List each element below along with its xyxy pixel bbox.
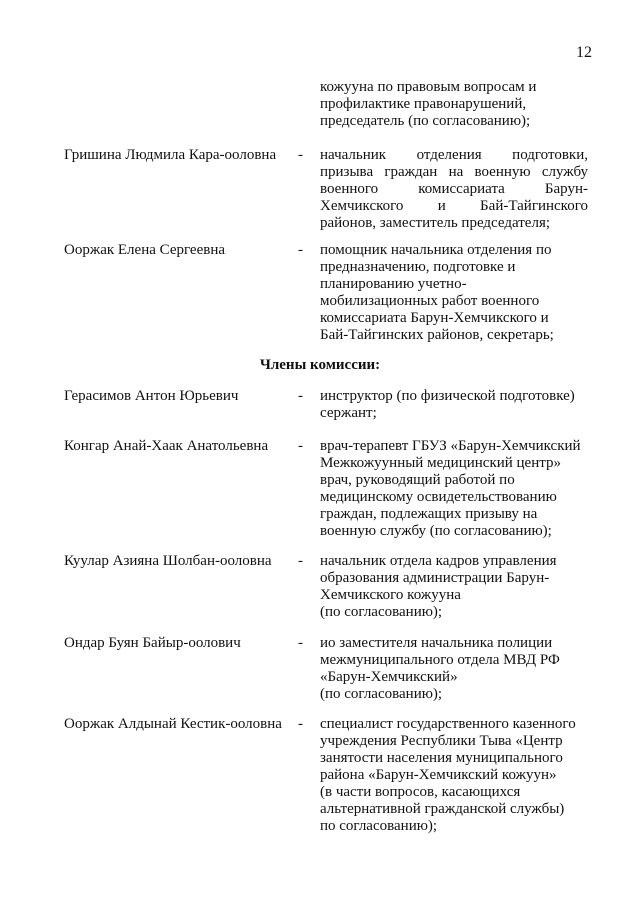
- dash-separator: -: [298, 716, 303, 732]
- description-line: медицинскому освидетельствованию: [320, 489, 557, 505]
- member-name: Герасимов Антон Юрьевич: [64, 388, 239, 404]
- member-description: [320, 553, 588, 621]
- member-description: [320, 716, 588, 835]
- dash-separator: -: [298, 635, 303, 651]
- description-line: профилактике правонарушений,: [320, 96, 527, 112]
- description-line: граждан, подлежащих призыву на: [320, 506, 538, 522]
- description-line: инструктор (по физической подготовке): [320, 388, 575, 404]
- member-name: Ондар Буян Байыр-оолович: [64, 635, 241, 651]
- description-line: Бай-Тайгинских районов, секретарь;: [320, 327, 554, 343]
- description-line: межмуниципального отдела МВД РФ: [320, 652, 560, 668]
- description-line: предназначению, подготовке и: [320, 259, 516, 275]
- description-line: образования администрации Барун-: [320, 570, 550, 586]
- member-description: [320, 635, 588, 703]
- dash-separator: -: [298, 438, 303, 454]
- description-line: Межкожуунный медицинский центр»: [320, 455, 561, 471]
- description-line: специалист государственного казенного: [320, 716, 576, 732]
- description-line: ио заместителя начальника полиции: [320, 635, 553, 651]
- member-name: Ооржак Елена Сергеевна: [64, 242, 226, 258]
- description-line: начальник отдела кадров управления: [320, 553, 557, 569]
- description-line: сержант;: [320, 405, 377, 421]
- description-line: призыва граждан на военную службу: [320, 164, 588, 180]
- member-name: Ооржак Алдынай Кестик-ооловна: [64, 716, 282, 732]
- member-name: Гришина Людмила Кара-ооловна: [64, 147, 277, 163]
- description-line: Хемчикского кожууна: [320, 587, 461, 603]
- description-line: кожууна по правовым вопросам и: [320, 79, 537, 95]
- description-line: комиссариата Барун-Хемчикского и: [320, 310, 549, 326]
- description-line: по согласованию);: [320, 818, 438, 834]
- member-description: [320, 438, 588, 540]
- page-number: 12: [576, 44, 592, 61]
- description-line: (в части вопросов, касающихся: [320, 784, 521, 800]
- description-line: «Барун-Хемчикский»: [320, 669, 458, 685]
- description-line: учреждения Республики Тыва «Центр: [320, 733, 563, 749]
- description-line: (по согласованию);: [320, 604, 443, 620]
- member-description: [320, 388, 588, 422]
- description-line: районов, заместитель председателя;: [320, 215, 551, 231]
- dash-separator: -: [298, 242, 303, 258]
- description-line: врач, руководящий работой по: [320, 472, 515, 488]
- member-name: Куулар Азияна Шолбан-ооловна: [64, 553, 272, 569]
- member-description: [320, 147, 588, 232]
- description-line: начальник отделения подготовки,: [320, 147, 588, 163]
- description-line: врач-терапевт ГБУЗ «Барун-Хемчикский: [320, 438, 581, 454]
- description-line: района «Барун-Хемчикский кожуун»: [320, 767, 557, 783]
- description-line: (по согласованию);: [320, 686, 443, 702]
- dash-separator: -: [298, 147, 303, 163]
- description-line: планированию учетно-: [320, 276, 467, 292]
- description-line: альтернативной гражданской службы): [320, 801, 565, 817]
- description-line: военного комиссариата Барун-: [320, 181, 588, 197]
- description-line: мобилизационных работ военного: [320, 293, 540, 309]
- member-description: [320, 242, 588, 344]
- dash-separator: -: [298, 553, 303, 569]
- section-heading: Члены комиссии:: [259, 357, 381, 373]
- description-line: председатель (по согласованию);: [320, 113, 531, 129]
- member-name: Конгар Анай-Хаак Анатольевна: [64, 438, 269, 454]
- dash-separator: -: [298, 388, 303, 404]
- description-line: помощник начальника отделения по: [320, 242, 552, 258]
- description-line: военную службу (по согласованию);: [320, 523, 552, 539]
- intro-description: [320, 79, 588, 130]
- description-line: занятости населения муниципального: [320, 750, 563, 766]
- description-line: Хемчикского и Бай-Тайгинского: [320, 198, 588, 214]
